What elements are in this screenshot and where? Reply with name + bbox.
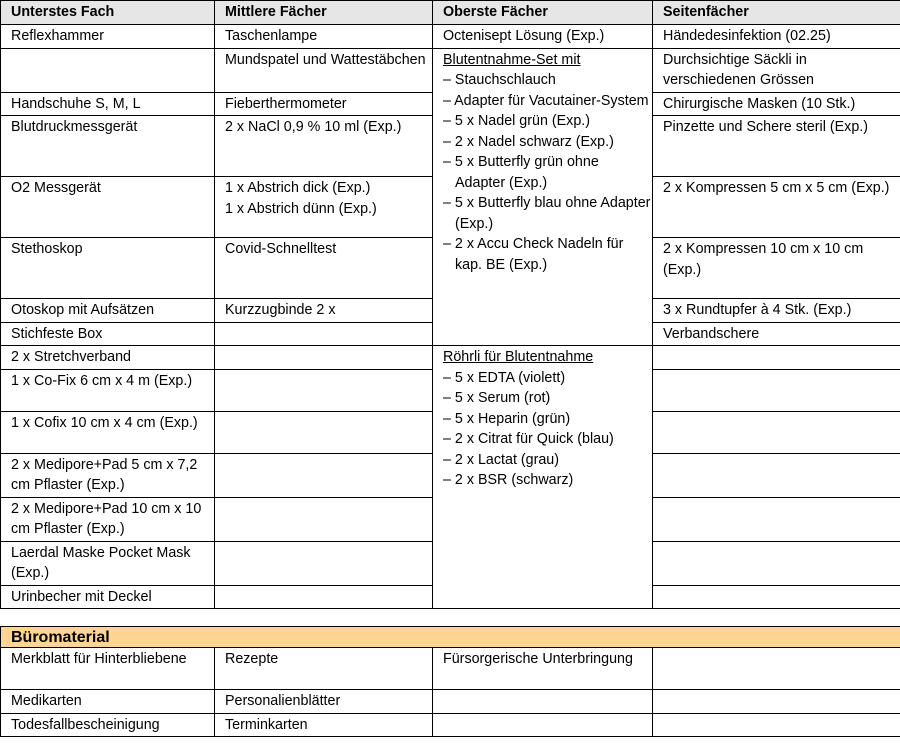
cell	[653, 585, 900, 609]
cell: Pinzette und Schere steril (Exp.)	[653, 116, 900, 177]
cell	[653, 713, 900, 737]
cell	[215, 497, 433, 541]
cell: 1 x Co-Fix 6 cm x 4 m (Exp.)	[1, 369, 215, 411]
cell: Personalienblätter	[215, 690, 433, 714]
header-row	[1, 1, 900, 25]
header-seitenfaecher: Seitenfächer	[653, 1, 900, 25]
blood-set-title: Blutentnahme-Set mit	[443, 51, 581, 68]
table-row	[1, 713, 900, 737]
cell	[653, 346, 900, 370]
table-row	[1, 48, 900, 92]
table-row	[1, 25, 900, 49]
spacer-row	[1, 609, 900, 627]
list-item: – Adapter für Vacutainer-System	[443, 92, 649, 109]
cell	[653, 690, 900, 714]
header-unterstes-fach: Unterstes Fach	[1, 1, 215, 25]
blood-tubes-cell	[433, 346, 653, 609]
cell: Händedesinfektion (02.25)	[653, 25, 900, 49]
cell: Urinbecher mit Deckel	[1, 585, 215, 609]
cell	[653, 648, 900, 690]
cell	[653, 369, 900, 411]
table-row	[1, 648, 900, 690]
cell: 1 x Cofix 10 cm x 4 cm (Exp.)	[1, 411, 215, 453]
blood-set-cell	[433, 48, 653, 346]
list-item: – 2 x Nadel schwarz (Exp.)	[443, 133, 614, 150]
cell: Merkblatt für Hinterbliebene	[1, 648, 215, 690]
cell: Blutdruckmessgerät	[1, 116, 215, 177]
list-item: – 2 x Citrat für Quick (blau)	[443, 431, 614, 447]
cell: Stichfeste Box	[1, 322, 215, 346]
cell: Taschenlampe	[215, 25, 433, 49]
list-item: – 5 x Heparin (grün)	[443, 410, 571, 427]
cell: Medikarten	[1, 690, 215, 714]
cell: 3 x Rundtupfer à 4 Stk. (Exp.)	[653, 299, 900, 323]
cell: 2 x NaCl 0,9 % 10 ml (Exp.)	[215, 116, 433, 177]
list-item: – 2 x BSR (schwarz)	[443, 472, 574, 488]
cell: 2 x Kompressen 5 cm x 5 cm (Exp.)	[653, 177, 900, 238]
list-item: – 5 x Serum (rot)	[443, 390, 551, 406]
cell: O2 Messgerät	[1, 177, 215, 238]
list-item: – 2 x Accu Check Nadeln für kap. BE (Exp.)	[443, 236, 624, 273]
cell	[215, 411, 433, 453]
list-item: – 5 x Butterfly grün ohne Adapter (Exp.)	[443, 154, 599, 191]
header-mittlere-faecher: Mittlere Fächer	[215, 1, 433, 25]
cell: Covid-Schnelltest	[215, 238, 433, 299]
cell: Fürsorgerische Unterbringung	[433, 648, 653, 690]
list-item: – 5 x Butterfly blau ohne Adapter (Exp.)	[443, 195, 651, 232]
cell	[1, 48, 215, 92]
cell	[215, 322, 433, 346]
cell: Stethoskop	[1, 238, 215, 299]
cell	[433, 713, 653, 737]
cell	[215, 177, 433, 238]
cell: Fieberthermometer	[215, 92, 433, 116]
list-item: – Stauchschlauch	[443, 72, 556, 88]
cell-line: 1 x Abstrich dick (Exp.)	[225, 180, 371, 196]
cell: 2 x Kompressen 10 cm x 10 cm (Exp.)	[653, 238, 900, 299]
cell: Octenisept Lösung (Exp.)	[433, 25, 653, 49]
cell	[215, 369, 433, 411]
cell: 2 x Stretchverband	[1, 346, 215, 370]
cell	[215, 585, 433, 609]
cell: Otoskop mit Aufsätzen	[1, 299, 215, 323]
cell: Verbandschere	[653, 322, 900, 346]
cell	[653, 411, 900, 453]
list-item: – 5 x EDTA (violett)	[443, 369, 566, 386]
cell	[215, 541, 433, 585]
cell: Terminkarten	[215, 713, 433, 737]
cell: Reflexhammer	[1, 25, 215, 49]
cell: Durchsichtige Säckli in verschiedenen Grössen	[653, 48, 900, 92]
cell: Rezepte	[215, 648, 433, 690]
blood-tubes-title: Röhrli für Blutentnahme	[443, 349, 594, 365]
list-item: – 2 x Lactat (grau)	[443, 451, 560, 468]
cell: Laerdal Maske Pocket Mask (Exp.)	[1, 541, 215, 585]
section-row	[1, 627, 900, 648]
cell	[215, 453, 433, 497]
cell-line: 1 x Abstrich dünn (Exp.)	[225, 200, 377, 217]
cell: 2 x Medipore+Pad 10 cm x 10 cm Pflaster (Exp.)	[1, 497, 215, 541]
spacer	[1, 609, 900, 627]
cell: Todesfallbescheinigung	[1, 713, 215, 737]
cell	[653, 541, 900, 585]
cell	[433, 690, 653, 714]
cell	[653, 497, 900, 541]
cell: Mundspatel und Wattestäbchen	[215, 48, 433, 92]
cell: 2 x Medipore+Pad 5 cm x 7,2 cm Pflaster (Exp.)	[1, 453, 215, 497]
cell: Kurzzugbinde 2 x	[215, 299, 433, 323]
list-item: – 5 x Nadel grün (Exp.)	[443, 113, 591, 129]
header-oberste-faecher: Oberste Fächer	[433, 1, 653, 25]
cell	[653, 453, 900, 497]
section-title-bueromaterial: Büromaterial	[1, 627, 900, 648]
table-row	[1, 690, 900, 714]
cell: Chirurgische Masken (10 Stk.)	[653, 92, 900, 116]
table-row	[1, 346, 900, 370]
cell	[215, 346, 433, 370]
cell: Handschuhe S, M, L	[1, 92, 215, 116]
